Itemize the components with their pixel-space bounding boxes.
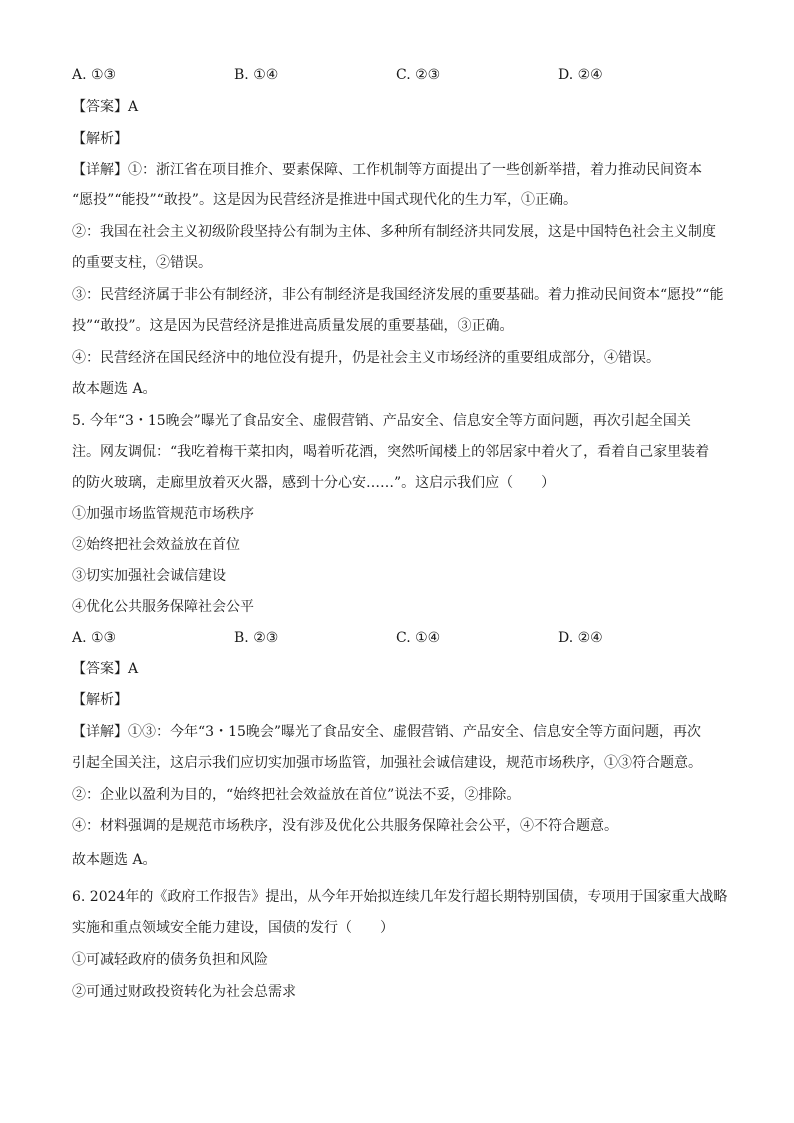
q4-detail-line: ④：民营经济在国民经济中的地位没有提升，仍是社会主义市场经济的重要组成部分，④错误。 — [72, 350, 660, 366]
q5-options — [72, 628, 732, 648]
q6-item: ①可减轻政府的债务负担和风险 — [72, 952, 268, 968]
q5-option-b: B. ②③ — [234, 630, 279, 646]
q5-item: ④优化公共服务保障社会公平 — [72, 599, 254, 615]
q4-analysis-heading: 【解析】 — [72, 131, 128, 147]
q4-option-b: B. ①④ — [234, 67, 279, 83]
q5-detail-line: ④：材料强调的是规范市场秩序，没有涉及优化公共服务保障社会公平，④不符合题意。 — [72, 818, 618, 834]
q5-option-d: D. ②④ — [558, 630, 603, 646]
q4-detail-line: 投”“敢投”。这是因为民营经济是推进高质量发展的重要基础，③正确。 — [72, 318, 514, 334]
q5-item: ①加强市场监管规范市场秩序 — [72, 506, 254, 522]
q4-conclusion: 故本题选 A。 — [72, 381, 157, 397]
q5-detail-line: ②：企业以盈利为目的，“始终把社会效益放在首位”说法不妥，②排除。 — [72, 787, 521, 803]
q4-detail-line: 的重要支柱，②错误。 — [72, 255, 212, 271]
q4-option-d: D. ②④ — [558, 67, 603, 83]
q5-conclusion: 故本题选 A。 — [72, 852, 157, 868]
q6-item: ②可通过财政投资转化为社会总需求 — [72, 984, 296, 1000]
q5-stem-line: 5. 今年“3・15晚会”曝光了食品安全、虚假营销、产品安全、信息安全等方面问题，再次引起全国关 — [72, 413, 691, 429]
q5-stem-line: 注。网友调侃：“我吃着梅干菜扣肉，喝着听花酒，突然听闻楼上的邻居家中着火了，看着自己家里装着 — [72, 444, 710, 460]
q4-options — [72, 65, 732, 85]
q4-detail-line: ②：我国在社会主义初级阶段坚持公有制为主体、多种所有制经济共同发展，这是中国特色社会主义制度 — [72, 224, 716, 240]
q5-option-c: C. ①④ — [396, 630, 441, 646]
q5-option-a: A. ①③ — [72, 630, 117, 646]
q5-answer: 【答案】A — [72, 661, 139, 677]
q5-item: ②始终把社会效益放在首位 — [72, 537, 240, 553]
q4-detail-line: ③：民营经济属于非公有制经济，非公有制经济是我国经济发展的重要基础。着力推动民间资本“愿投”“能 — [72, 287, 724, 303]
q4-detail-line: “愿投”“能投”“敢投”。这是因为民营经济是推进中国式现代化的生力军，①正确。 — [72, 192, 577, 208]
q5-detail-line: 引起全国关注，这启示我们应切实加强市场监管，加强社会诚信建设，规范市场秩序，①③符合题意。 — [72, 755, 702, 771]
q6-stem-line: 6. 2024年的《政府工作报告》提出，从今年开始拟连续几年发行超长期特别国债，专项用于国家重大战略 — [72, 889, 728, 905]
q4-option-a: A. ①③ — [72, 67, 117, 83]
q4-detail-line: 【详解】①：浙江省在项目推介、要素保障、工作机制等方面提出了一些创新举措，着力推动民间资本 — [72, 162, 702, 178]
q6-stem-line: 实施和重点领域安全能力建设，国债的发行（ ） — [72, 920, 394, 936]
q5-detail-line: 【详解】①③：今年“3・15晚会”曝光了食品安全、虚假营销、产品安全、信息安全等方面问题，再次 — [72, 724, 702, 740]
q4-option-c: C. ②③ — [396, 67, 441, 83]
q4-answer: 【答案】A — [72, 99, 139, 115]
q5-stem-line: 的防火玻璃，走廊里放着灭火器，感到十分心安……”。这启示我们应（ ） — [72, 475, 556, 491]
q5-item: ③切实加强社会诚信建设 — [72, 568, 226, 584]
q5-analysis-heading: 【解析】 — [72, 692, 128, 708]
